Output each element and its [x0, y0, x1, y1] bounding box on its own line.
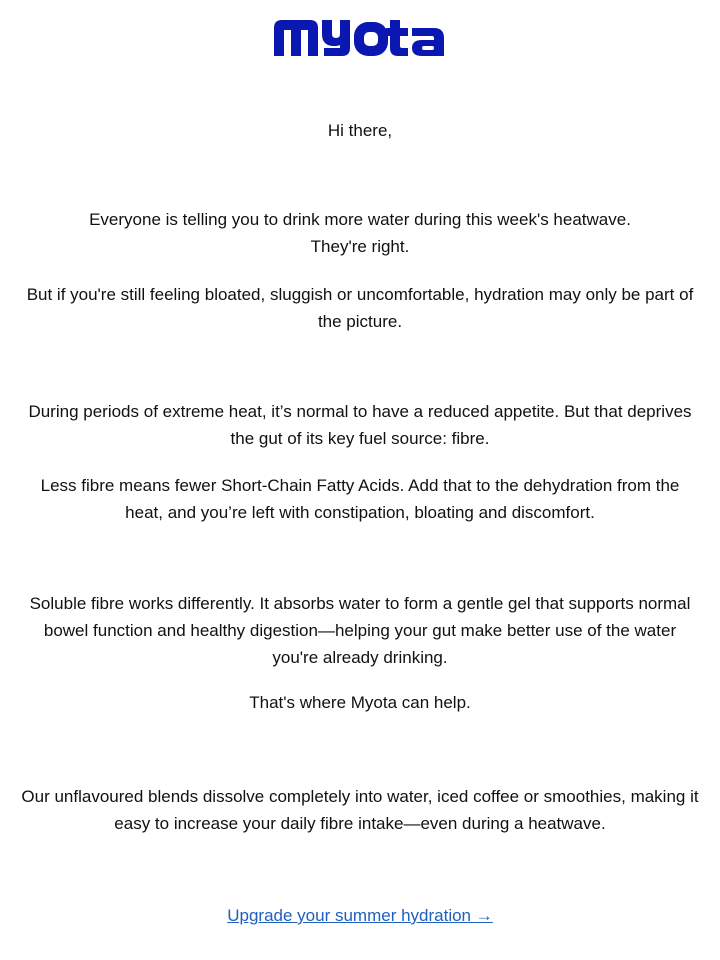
paragraph-heatwave: Everyone is telling you to drink more water during this week's heatwave. They're right.	[89, 210, 631, 256]
paragraph-soluble-fibre: Soluble fibre works differently. It absorbs water to form a gentle gel that supports normal bowel function and healthy digestion—helping your gut make better use of the water you're already drinking.	[29, 594, 691, 667]
myota-logo	[272, 16, 448, 60]
greeting: Hi there,	[327, 121, 393, 140]
paragraph-short-chain: Less fibre means fewer Short-Chain Fatty Acids. Add that to the dehydration from the heat, and you’re left with constipation, bloating and discomfort.	[40, 476, 680, 522]
upgrade-hydration-link[interactable]: Upgrade your summer hydration →	[227, 906, 493, 925]
paragraph-unflavoured: Our unflavoured blends dissolve completely into water, iced coffee or smoothies, making it easy to increase your daily fibre intake—even during a heatwave.	[21, 787, 699, 833]
paragraph-myota-help: That's where Myota can help.	[249, 693, 471, 712]
paragraph-bloated: But if you're still feeling bloated, sluggish or uncomfortable, hydration may only be part of the picture.	[26, 285, 694, 331]
paragraph-appetite: During periods of extreme heat, it’s normal to have a reduced appetite. But that deprives the gut of its key fuel source: fibre.	[28, 402, 692, 448]
cta-container	[0, 902, 720, 929]
header	[0, 16, 720, 60]
